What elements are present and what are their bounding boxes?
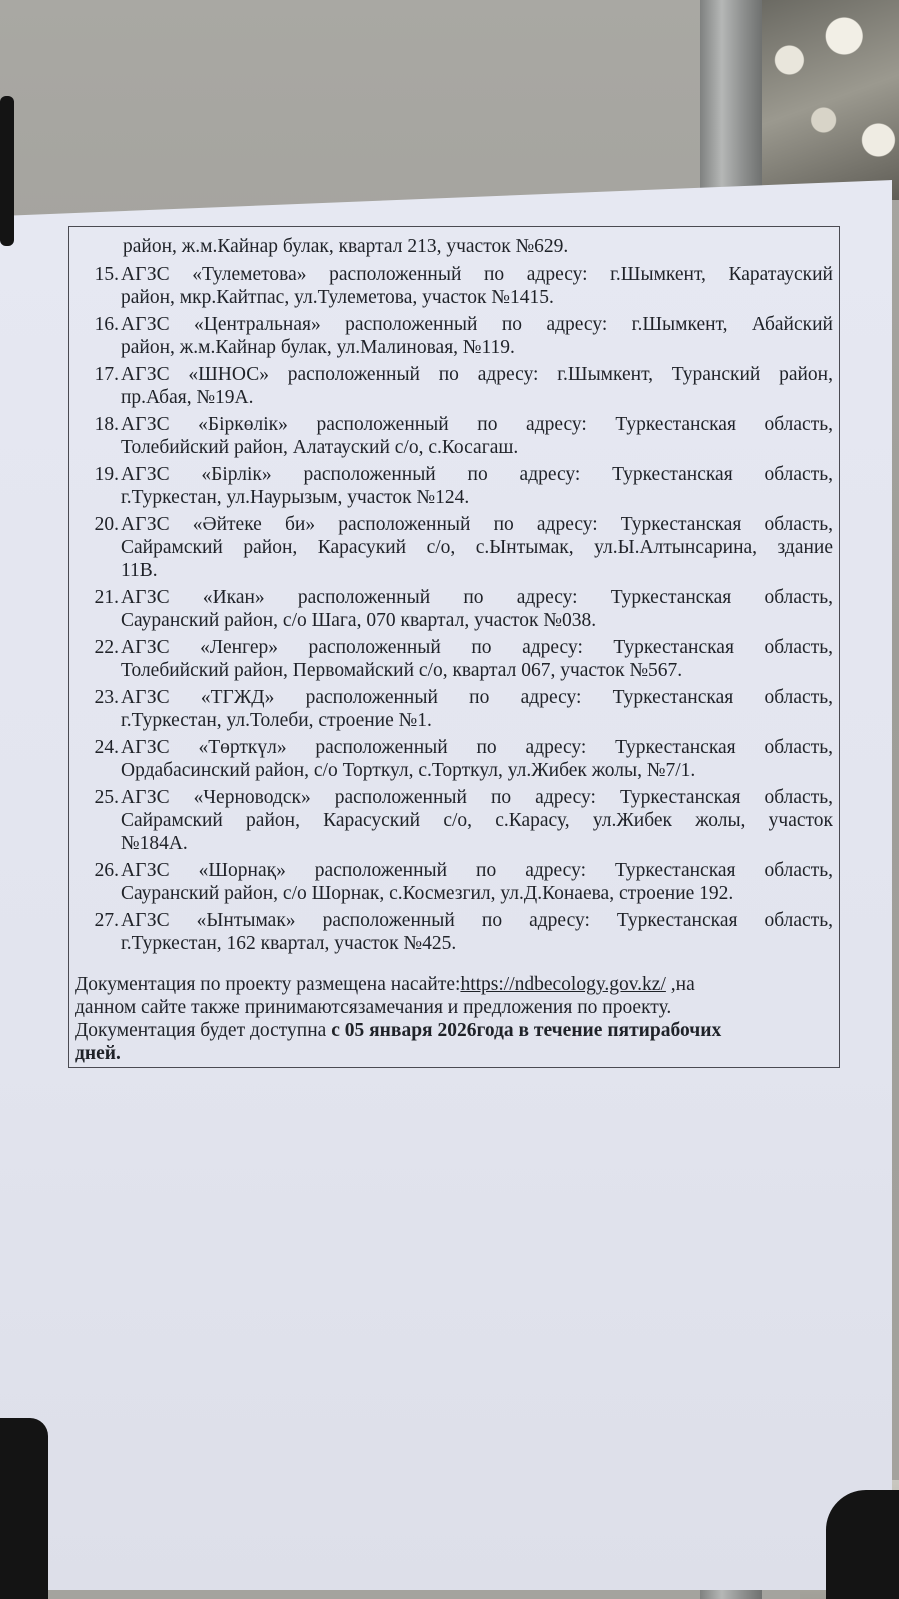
footer-text: Документация будет доступна [75, 1020, 332, 1041]
item-line: Ордабасинский район, с/о Торткул, с.Торткул, ул.Жибек жолы, №7/1. [121, 760, 696, 781]
item-line: АГЗС «Икан» расположенный по адресу: Туркестанская область, [121, 587, 833, 608]
item-number: 23. [94, 687, 119, 708]
item-number: 20. [94, 514, 119, 535]
item-text [121, 686, 833, 732]
item-line: АГЗС «Ленгер» расположенный по адресу: Туркестанская область, [121, 637, 833, 658]
item-text [121, 636, 833, 682]
item-line: АГЗС «Біркөлік» расположенный по адресу: Туркестанская область, [121, 414, 833, 435]
item-text [121, 586, 833, 632]
item-text [121, 263, 833, 309]
item-number: 17. [94, 364, 119, 385]
item-line: 11В. [121, 560, 158, 581]
item-line: АГЗС «ШНОС» расположенный по адресу: г.Шымкент, Туранский район, [121, 364, 833, 385]
item-line: Толебийский район, Алатауский с/о, с.Косагаш. [121, 437, 519, 458]
item-number: 27. [94, 910, 119, 931]
tape-left-top [0, 96, 14, 246]
item-number: 22. [94, 637, 119, 658]
footer-text: Документация по проекту размещена насайте: [75, 974, 461, 995]
list-item [69, 586, 841, 632]
list-item [69, 513, 841, 582]
item-line: район, мкр.Кайтпас, ул.Тулеметова, участок №1415. [121, 287, 554, 308]
item-line: Сауранский район, с/о Шорнак, с.Космезгил, ул.Д.Конаева, строение 192. [121, 883, 734, 904]
footer-line-1 [75, 973, 835, 996]
list-item [69, 786, 841, 855]
list-item [69, 263, 841, 309]
item-text [121, 463, 833, 509]
availability-date: с 05 января 2026года в течение пятирабочих [331, 1020, 722, 1041]
item-number: 18. [94, 414, 119, 435]
item-line: Сауранский район, с/о Шага, 070 квартал, участок №038. [121, 610, 597, 631]
list-item [69, 463, 841, 509]
footer-text: ,на [665, 974, 695, 995]
item-line: г.Туркестан, ул.Толеби, строение №1. [121, 710, 432, 731]
item-number: 15. [94, 264, 119, 285]
list-item [69, 686, 841, 732]
item-text [121, 909, 833, 955]
item-number: 16. [94, 314, 119, 335]
peeling-paint [762, 0, 899, 200]
item-text [121, 363, 833, 409]
item-text [121, 313, 833, 359]
item-line: АГЗС «Черноводск» расположенный по адресу: Туркестанская область, [121, 787, 833, 808]
footer-line-3 [75, 1019, 835, 1042]
item-line: г.Туркестан, 162 квартал, участок №425. [121, 933, 457, 954]
item-line: Толебийский район, Первомайский с/о, квартал 067, участок №567. [121, 660, 683, 681]
item-line: АГЗС «Бірлік» расположенный по адресу: Туркестанская область, [121, 464, 833, 485]
list-item [69, 363, 841, 409]
item-line: район, ж.м.Кайнар булак, ул.Малиновая, №119. [121, 337, 515, 358]
item-number: 24. [94, 737, 119, 758]
item-text [121, 413, 833, 459]
list-item [69, 636, 841, 682]
item-line: пр.Абая, №19А. [121, 387, 254, 408]
item-line: АГЗС «Әйтеке би» расположенный по адресу: Туркестанская область, [121, 514, 833, 535]
item-text [121, 736, 833, 782]
item-number: 26. [94, 860, 119, 881]
item-number: 21. [94, 587, 119, 608]
tape-left-bottom [0, 1418, 48, 1599]
item-text [121, 859, 833, 905]
document-footer [75, 973, 835, 1065]
list-item [69, 859, 841, 905]
item-number: 19. [94, 464, 119, 485]
item-line: АГЗС «Ынтымак» расположенный по адресу: Туркестанская область, [121, 910, 833, 931]
list-item [69, 909, 841, 955]
item-line: Сайрамский район, Карасукий с/о, с.Ынтымак, ул.Ы.Алтынсарина, здание [121, 537, 833, 558]
item-line: АГЗС «Центральная» расположенный по адресу: г.Шымкент, Абайский [121, 314, 833, 335]
item-line: АГЗС «Төрткүл» расположенный по адресу: Туркестанская область, [121, 737, 833, 758]
tape-right-bottom [826, 1490, 899, 1599]
project-link[interactable]: https://ndbecology.gov.kz/ [460, 974, 666, 995]
item-line: №184А. [121, 833, 188, 854]
document-box [68, 226, 840, 1068]
item-line: АГЗС «Шорнақ» расположенный по адресу: Туркестанская область, [121, 860, 833, 881]
footer-line-4: дней. [75, 1043, 121, 1064]
item-text [121, 513, 833, 582]
item-line: г.Туркестан, ул.Наурызым, участок №124. [121, 487, 470, 508]
item-line: АГЗС «Тулеметова» расположенный по адресу: г.Шымкент, Каратауский [121, 264, 833, 285]
item-text [121, 786, 833, 855]
list-item [69, 313, 841, 359]
list-item [69, 413, 841, 459]
item-line: АГЗС «ТГЖД» расположенный по адресу: Туркестанская область, [121, 687, 833, 708]
item-line: Сайрамский район, Карасуский с/о, с.Карасу, ул.Жибек жолы, участок [121, 810, 833, 831]
item-number: 25. [94, 787, 119, 808]
station-list [69, 263, 841, 959]
footer-line-2: данном сайте также принимаютсязамечания и предложения по проекту. [75, 997, 672, 1018]
list-item [69, 736, 841, 782]
continued-line: район, ж.м.Кайнар булак, квартал 213, участок №629. [123, 236, 569, 257]
